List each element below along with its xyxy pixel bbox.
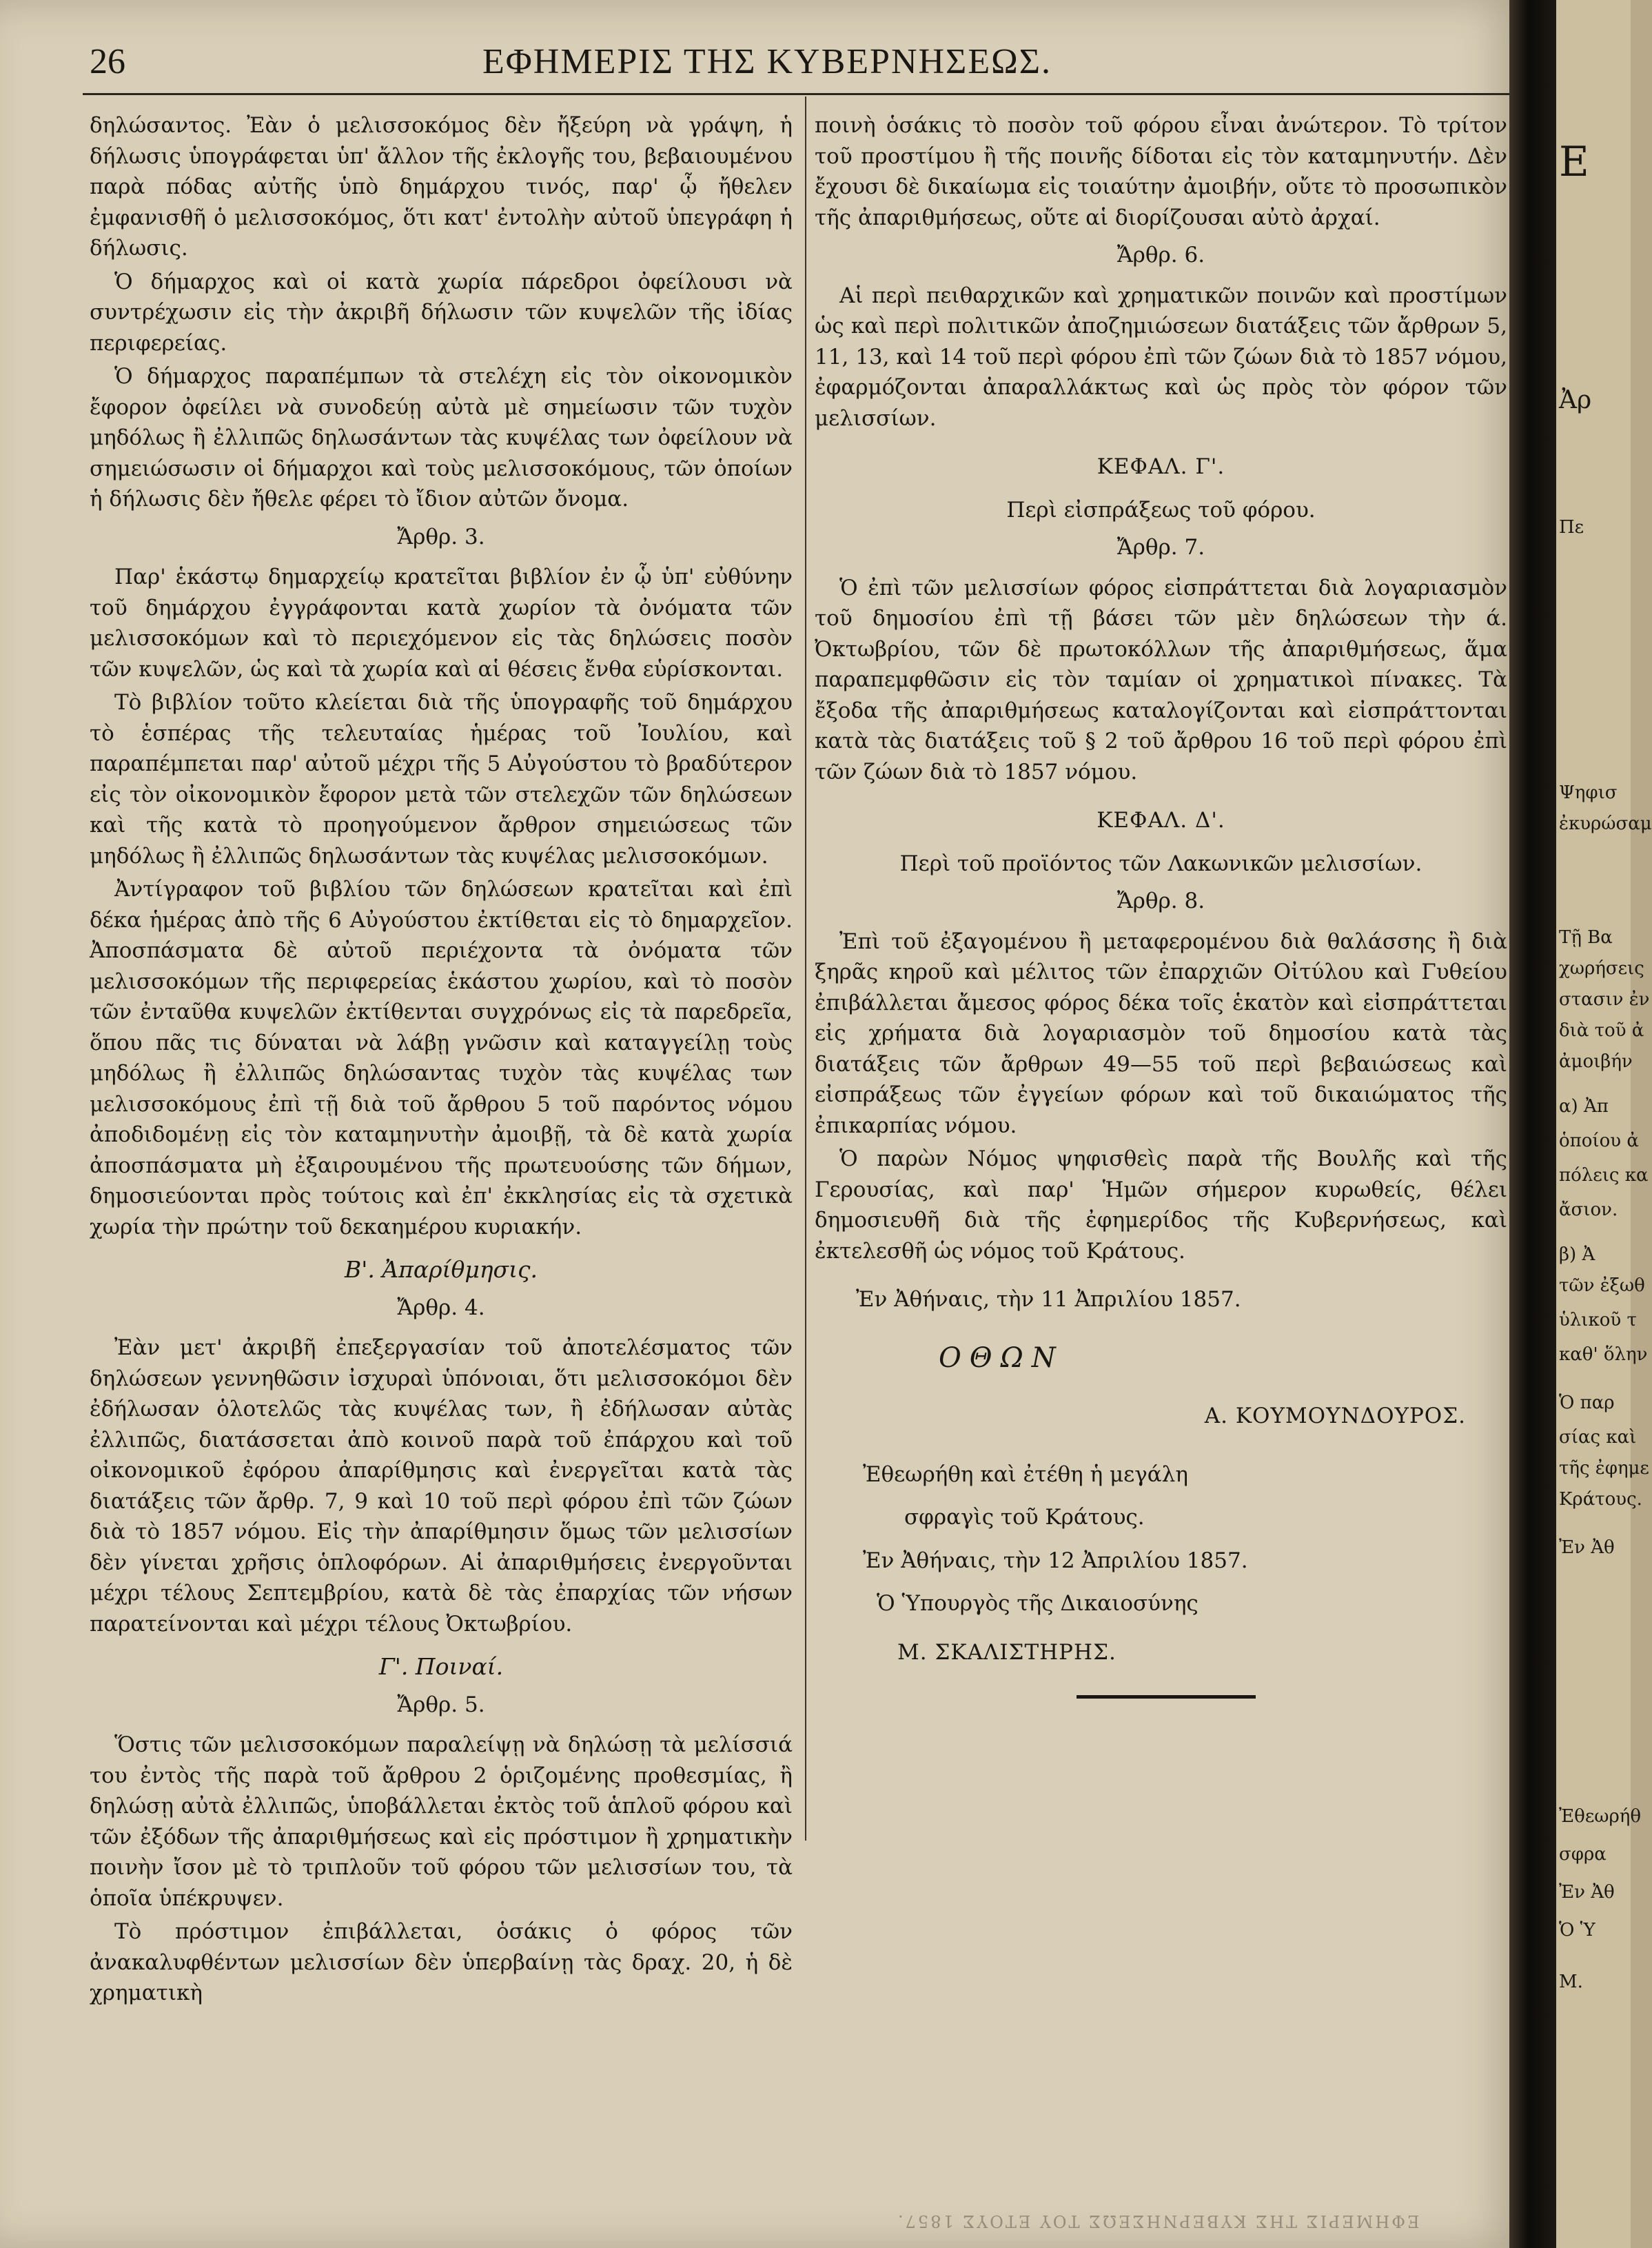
chapter-heading: ΚΕΦΑΛ. Γ'.	[1097, 454, 1225, 479]
adjacent-fragment: Ψηφισ	[1559, 782, 1618, 803]
adjacent-fragment: σφρα	[1559, 1844, 1607, 1865]
adjacent-fragment: Μ.	[1559, 1972, 1583, 1992]
paragraph: Ἀντίγραφον τοῦ βιβλίου τῶν δηλώσεων κρατεῖται καὶ ἐπὶ δέκα ἡμέρας ἀπὸ τῆς 6 Αὐγούστου ἐκτίθεται εἰς τὸ δημαρχεῖον. Ἀποσπάσματα δὲ αὐτοῦ περιέχοντα τὰ ὀνόματα τῶν μελισσοκόμων τῆς περιφερείας ἑκάστου χωρίου, καὶ τὸ ποσὸν τῶν ἐνταῦθα κυψελῶν ἐκτίθενται συγχρόνως εἰς τὰ παρεδρεῖα, ὅπου πᾶς τις δύναται νὰ λάβῃ γνῶσιν καὶ καταγγείλῃ τοὺς μηδόλως ἢ ἐλλιπῶς δηλώσαντας τυχὸν τὰς κυψέλας των μελισσοκόμους ἐπὶ τῇ διὰ τοῦ ἄρθρου 5 τοῦ παρόντος νόμου ἀποδιδομένῃ εἰς τὸν καταμηνυτὴν ἀμοιβῇ, τὰ δὲ κατὰ χωρία ἀποσπάσματα μὴ ἐξαιρουμένου τῆς πρωτευούσης τῶν δήμων, δημοσιεύονται πρὸς τούτοις καὶ ἐπ' ἐκκλησίας εἰς τὰ σχετικὰ χωρία τὴν πρώτην τοῦ δεκαημέρου κυριακήν.	[90, 877, 793, 1239]
paragraph: δηλώσαντος. Ἐὰν ὁ μελισσοκόμος δὲν ἤξεύρη νὰ γράψη, ἡ δήλωσις ὑπογράφεται ὑπ' ἄλλον τῆς ἐκλογῆς του, βεβαιουμένου παρὰ πόδας αὐτῆς ὑπὸ δημάρχου τινός, παρ' ᾧ ἤθελεν ἐμφανισθῆ ὁ μελισσοκόμος, ὅτι κατ' ἐντολὴν αὐτοῦ ὑπεγράφη ἡ δήλωσις.	[90, 113, 793, 261]
seal-line: Ἐθεωρήθη καὶ ἐτέθη ἡ μεγάλη	[863, 1461, 1188, 1487]
right-column	[815, 110, 1507, 1699]
adjacent-fragment: ὑλικοῦ τ	[1559, 1310, 1637, 1330]
paragraph: Ὁ δήμαρχος παραπέμπων τὰ στελέχη εἰς τὸν οἰκονομικὸν ἔφορον ὀφείλει νὰ συνοδεύῃ αὐτὰ μὲ σημείωσιν τῶν τυχὸν μηδόλως ἢ ἐλλιπῶς δηλωσάντων τὰς κυψέλας των ὀφείλουν νὰ σημειώσωσιν οἱ δήμαρχοι καὶ τοὺς μελισσοκόμους, τῶν ὁποίων ἡ δήλωσις δὲν ἤθελε φέρει τὸ ἴδιον αὐτῶν ὄνομα.	[90, 364, 793, 512]
adjacent-fragment: χωρήσεις	[1559, 958, 1644, 979]
article-heading: Ἄρθρ. 7.	[1116, 535, 1205, 560]
paragraph: Ὁ δήμαρχος καὶ οἱ κατὰ χωρία πάρεδροι ὀφείλουσι νὰ συντρέχωσιν εἰς τὴν ἀκριβῆ δήλωσιν τῶν κυψελῶν τῆς ἰδίας περιφερείας.	[90, 269, 793, 356]
adjacent-fragment: β) Ἀ	[1559, 1244, 1595, 1265]
adjacent-fragment: Ὁ Ὑ	[1559, 1920, 1595, 1941]
article-heading: Ἄρθρ. 4.	[397, 1295, 485, 1320]
adjacent-fragment: Ε	[1559, 138, 1589, 186]
seal-line: σφραγὶς τοῦ Κράτους.	[904, 1505, 1145, 1530]
article-heading: Ἄρθρ. 8.	[1116, 889, 1205, 913]
adjacent-fragment: τῆς ἐφημε	[1559, 1458, 1649, 1479]
chapter-heading: ΚΕΦΑΛ. Δ'.	[1097, 808, 1225, 833]
adjacent-fragment: Ἐθεωρήθ	[1559, 1806, 1642, 1827]
paragraph: Ὁ παρὼν Νόμος ψηφισθεὶς παρὰ τῆς Βουλῆς καὶ τῆς Γερουσίας, καὶ παρ' Ἡμῶν σήμερον κυρωθείς, θέλει δημοσιευθῆ διὰ τῆς ἐφημερίδος τῆς Κυβερνήσεως, καὶ ἐκτελεσθῆ ὡς νόμος τοῦ Κράτους.	[815, 1146, 1507, 1264]
paragraph: Ἐπὶ τοῦ ἐξαγομένου ἢ μεταφερομένου διὰ θαλάσσης ἢ διὰ ξηρᾶς κηροῦ καὶ μέλιτος τῶν ἐπαρχιῶν Οἰτύλου καὶ Γυθείου ἐπιβάλλεται ἄμεσος φόρος δέκα τοῖς ἑκατὸν καὶ εἰσπράττεται εἰς χρήματα διὰ λογαριασμὸν τοῦ δημοσίου κατὰ τὰς διατάξεις τῶν ἄρθρων 49—55 τοῦ περὶ βεβαιώσεως καὶ εἰσπράξεως τῶν ἐγγείων φόρων καὶ τοῦ δικαιώματος τῆς ἐπικαρπίας νόμου.	[815, 929, 1507, 1138]
adjacent-fragment: ἄσιον.	[1559, 1199, 1618, 1220]
section-heading: Γ'. Ποιναί.	[378, 1653, 504, 1680]
adjacent-fragment: Πε	[1559, 517, 1584, 538]
date-line: Ἐν Ἀθήναις, τὴν 11 Ἀπριλίου 1857.	[856, 1287, 1241, 1312]
adjacent-page	[1556, 0, 1652, 2248]
bleed-through-footer: ΕΦΗΜΕΡΙΣ ΤΗΣ ΚΥΒΕΡΝΗΣΕΩΣ ΤΟΥ ΕΤΟΥΣ 1857.	[896, 2211, 1420, 2231]
paragraph: Ὅστις τῶν μελισσοκόμων παραλείψῃ νὰ δηλώσῃ τὰ μελίσσιά του ἐντὸς τῆς παρὰ τοῦ ἄρθρου 2 ὁριζομένης προθεσμίας, ἢ δηλώσῃ αὐτὰ ἐλλιπῶς, ὑποβάλλεται ἐκτὸς τοῦ ἁπλοῦ φόρου καὶ τῶν ἐξόδων τῆς ἀπαριθμήσεως καὶ εἰς πρόστιμον ἢ χρηματικὴν ποινὴν ἴσον μὲ τὸ τριπλοῦν τοῦ φόρου τῶν μελισσίων του, τὰ ὁποῖα ὑπέκρυψεν.	[90, 1732, 793, 1911]
page-number: 26	[90, 42, 125, 81]
adjacent-fragment: Τῇ Βα	[1559, 927, 1613, 948]
paragraph: Τὸ βιβλίον τοῦτο κλείεται διὰ τῆς ὑπογραφῆς τοῦ δημάρχου τὸ ἑσπέρας τῆς τελευταίας ἡμέρας τοῦ Ἰουλίου, καὶ παραπέμπεται παρ' αὐτοῦ μέχρι τῆς 5 Αὐγούστου τὸ βραδύτερον εἰς τὸν οἰκονομικὸν ἔφορον μετὰ τῶν στελεχῶν τῶν δηλώσεων καὶ τῆς κατὰ τὸ προηγούμενον ἄρθρον σημειώσεως τῶν μηδόλως ἢ ἐλλιπῶς δηλωσάντων τὰς κυψέλας μελισσοκόμων.	[90, 690, 793, 869]
adjacent-fragment: διὰ τοῦ ἀ	[1559, 1020, 1644, 1041]
adjacent-fragment: σίας καὶ	[1559, 1427, 1637, 1448]
header-rule	[83, 93, 1516, 95]
adjacent-fragment: Ἐν Ἀθ	[1559, 1537, 1615, 1558]
adjacent-fragment: ὁποίου ἀ	[1559, 1131, 1639, 1151]
adjacent-fragment: ἐκυρώσαμ	[1559, 813, 1652, 834]
chapter-subtitle: Περὶ εἰσπράξεως τοῦ φόρου.	[1006, 497, 1316, 523]
adjacent-fragment: α) Ἀπ	[1559, 1096, 1609, 1117]
adjacent-fragment: Ἐν Ἀθ	[1559, 1882, 1615, 1903]
chapter-subtitle: Περὶ τοῦ προϊόντος τῶν Λακωνικῶν μελισσίων.	[899, 851, 1422, 876]
column-divider	[805, 97, 806, 1841]
paragraph: Ὁ ἐπὶ τῶν μελισσίων φόρος εἰσπράττεται διὰ λογαριασμὸν τοῦ δημοσίου ἐπὶ τῇ βάσει τῶν μὲν δηλώσεων τὴν ά. Ὀκτωβρίου, τῶν δὲ πρωτοκόλλων τῆς ἀπαριθμήσεως, ἅμα παραπεμφθῶσιν εἰς τὸν ταμίαν οἱ χρηματικοὶ πίνακες. Τὰ ἔξοδα τῆς ἀπαριθμήσεως καταλογίζονται καὶ εἰσπράττονται κατὰ τὰς διατάξεις τοῦ § 2 τοῦ ἄρθρου 16 τοῦ περὶ φόρου ἐπὶ τῶν ζώων διὰ τὸ 1857 νόμου.	[815, 575, 1507, 784]
paragraph: Τὸ πρόστιμον ἐπιβάλλεται, ὁσάκις ὁ φόρος τῶν ἀνακαλυφθέντων μελισσίων δὲν ὑπερβαίνῃ τὰς δραχ. 20, ἡ δὲ χρηματικὴ	[90, 1919, 793, 2005]
paragraph: ποινὴ ὁσάκις τὸ ποσὸν τοῦ φόρου εἶναι ἀνώτερον. Τὸ τρίτον τοῦ προστίμου ἢ τῆς ποινῆς δίδοται εἰς τὸν καταμηνυτήν. Δὲν ἔχουσι δὲ δικαίωμα εἰς τοιαύτην ἀμοιβήν, οὔτε τὸ προσωπικὸν τῆς ἀπαριθμήσεως, οὔτε αἱ διορίζουσαι αὐτὸ ἀρχαί.	[815, 113, 1507, 230]
minister-name: Μ. ΣΚΑΛΙΣΤΗΡΗΣ.	[897, 1639, 1116, 1665]
adjacent-fragment: τῶν ἐξωθ	[1559, 1275, 1645, 1296]
adjacent-fragment: Ἀρ	[1559, 386, 1592, 414]
gazette-title: ΕΦΗΜΕΡΙΣ ΤΗΣ ΚΥΒΕΡΝΗΣΕΩΣ.	[482, 42, 1052, 81]
paragraph: Αἱ περὶ πειθαρχικῶν καὶ χρηματικῶν ποινῶν καὶ προστίμων ὡς καὶ περὶ πολιτικῶν ἀποζημιώσεων διατάξεις τῶν ἄρθρων 5, 11, 13, καὶ 14 τοῦ περὶ φόρου ἐπὶ τῶν ζώων διὰ τὸ 1857 νόμου, ἐφαρμόζονται ἀπαραλλάκτως καὶ ὡς πρὸς τὸν φόρον τῶν μελισσίων.	[815, 283, 1507, 431]
article-heading: Ἄρθρ. 5.	[397, 1692, 485, 1717]
paragraph: Ἐὰν μετ' ἀκριβῆ ἐπεξεργασίαν τοῦ ἀποτελέσματος τῶν δηλώσεων γεννηθῶσιν ἰσχυραὶ ὑπόνοιαι, ὅτι μελισσοκόμοι δὲν ἐδήλωσαν ὁλοτελῶς τὰς κυψέλας των, ἢ ἐδήλωσαν αὐτὰς ἐλλιπῶς, διατάσσεται ἀπὸ κοινοῦ παρὰ τοῦ ἐπάρχου καὶ τοῦ οἰκονομικοῦ ἐφόρου ἀπαρίθμησις καὶ ἐνεργεῖται κατὰ τὰς διατάξεις τῶν ἄρθρ. 7, 9 καὶ 10 τοῦ περὶ φόρου ἐπὶ τῶν ζώων διὰ τὸ 1857 νόμου. Εἰς τὴν ἀπαρίθμησιν ὅμως τῶν μελισσίων δὲν γίνεται χρῆσις ὁπλοφόρων. Αἱ ἀπαριθμήσεις ἐνεργοῦνται μέχρι τέλους Σεπτεμβρίου, κατὰ δὲ τὰς ἐπαρχίας τῶν νήσων παρατείνονται καὶ μέχρι τέλους Ὀκτωβρίου.	[90, 1335, 793, 1637]
adjacent-fragment: στασιν ἐν	[1559, 989, 1650, 1010]
date-line: Ἐν Ἀθήναις, τὴν 12 Ἀπριλίου 1857.	[863, 1548, 1248, 1573]
adjacent-fragment: πόλεις κα	[1559, 1165, 1649, 1186]
end-rule	[1077, 1695, 1256, 1699]
adjacent-fragment: Ὁ παρ	[1559, 1393, 1615, 1413]
book-gutter-shadow	[1509, 0, 1558, 2248]
article-heading: Ἄρθρ. 3.	[397, 524, 485, 549]
section-heading: Β'. Ἀπαρίθμησις.	[345, 1256, 538, 1283]
adjacent-fragment: ἀμοιβήν	[1559, 1051, 1633, 1072]
adjacent-fragment: καθ' ὅλην	[1559, 1344, 1648, 1365]
minister-title: Ὁ Ὑπουργὸς τῆς Δικαιοσύνης	[877, 1591, 1199, 1616]
article-heading: Ἄρθρ. 6.	[1116, 243, 1205, 267]
paragraph: Παρ' ἑκάστῳ δημαρχείῳ κρατεῖται βιβλίον ἐν ᾧ ὑπ' εὐθύνην τοῦ δημάρχου ἐγγράφονται κατὰ χωρίον τὰ ὀνόματα τῶν μελισσοκόμων καὶ τὸ περιεχόμενον εἰς τὰς δηλώσεις ποσὸν τῶν κυψελῶν, ὡς καὶ τὰ χωρία καὶ αἱ θέσεις ἔνθα εὑρίσκονται.	[90, 565, 793, 682]
adjacent-fragment: Κράτους.	[1559, 1489, 1642, 1510]
king-signature: ΟΘΩΝ	[939, 1341, 1064, 1374]
left-column	[90, 110, 793, 2012]
countersigner: Α. ΚΟΥΜΟΥΝΔΟΥΡΟΣ.	[1204, 1404, 1466, 1428]
